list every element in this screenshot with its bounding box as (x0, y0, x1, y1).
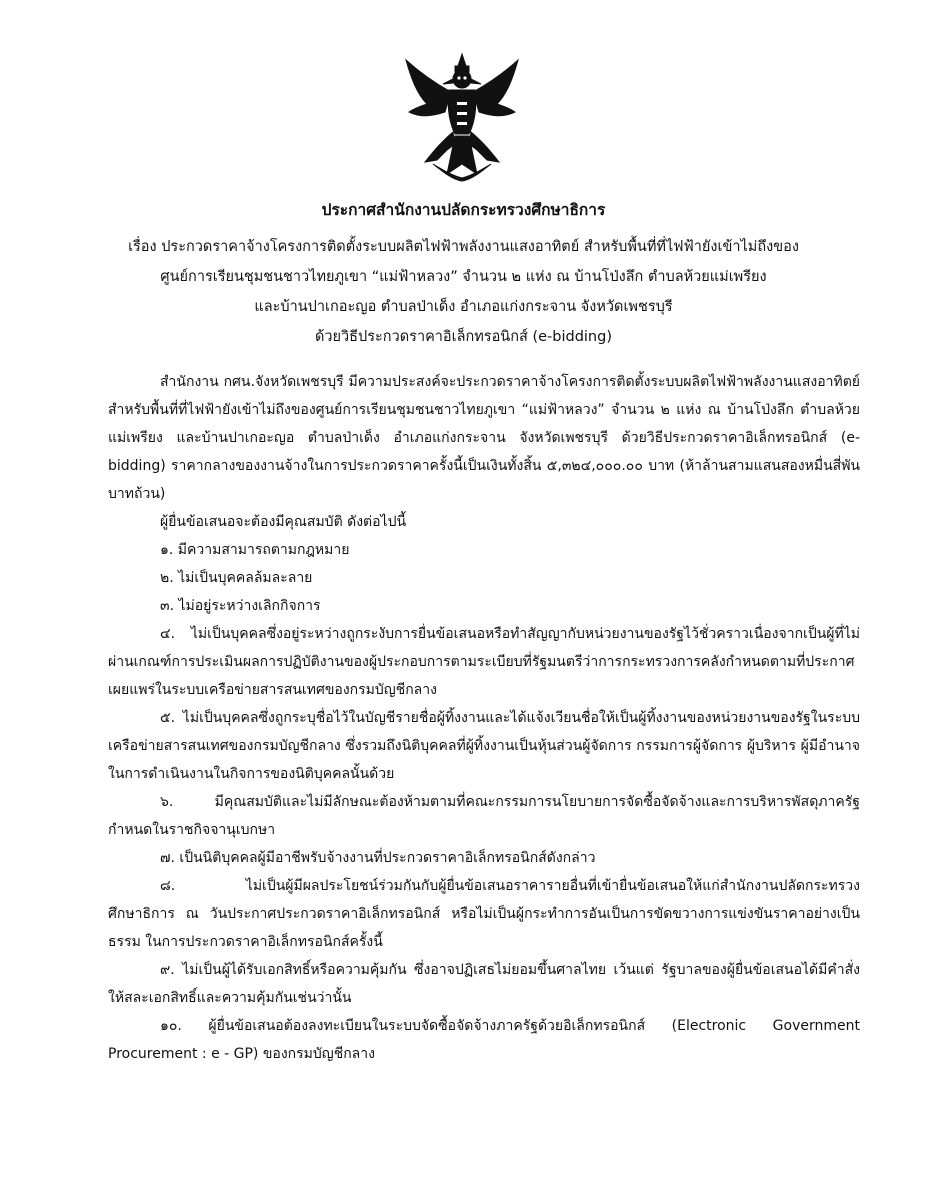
qualification-item: ๖. มีคุณสมบัติและไม่มีลักษณะต้องห้ามตามที่คณะกรรมการนโยบายการจัดซื้อจัดจ้างและการบริหารพัสดุภาครัฐกำหนดในราชกิจจานุเบกษา (108, 794, 860, 838)
qualification-item: ๑๐. ผู้ยื่นข้อเสนอต้องลงทะเบียนในระบบจัดซื้อจัดจ้างภาครัฐด้วยอิเล็กทรอนิกส์ (Electronic Government Procurement : e - GP) ของกรมบัญชีกลาง (108, 1018, 860, 1062)
subject-line: และบ้านปาเกอะญอ ตำบลป่าเด็ง อำเภอแก่งกระจาน จังหวัดเพชรบุรี (254, 299, 673, 315)
qualification-item: ๓. ไม่อยู่ระหว่างเลิกกิจการ (160, 598, 321, 614)
qualification-item: ๕. ไม่เป็นบุคคลซึ่งถูกระบุชื่อไว้ในบัญชีรายชื่อผู้ทิ้งงานและได้แจ้งเวียนชื่อให้เป็นผู้ทิ้งงานของหน่วยงานของรัฐในระบบเครือข่ายสารสนเทศของกรมบัญชีกลาง ซึ่งรวมถึงนิติบุคคลที่ผู้ทิ้งงานเป็นหุ้นส่วนผู้จัดการ กรรมการผู้จัดการ ผู้บริหาร ผู้มีอำนาจในการดำเนินงานในกิจการของนิติบุคคลนั้นด้วย (108, 710, 860, 782)
announcement-body (108, 368, 860, 1068)
qualification-item: ๒. ไม่เป็นบุคคลล้มละลาย (160, 570, 313, 586)
qualification-item: ๔. ไม่เป็นบุคคลซึ่งอยู่ระหว่างถูกระงับการยื่นข้อเสนอหรือทำสัญญากับหน่วยงานของรัฐไว้ชั่วคราวเนื่องจากเป็นผู้ที่ไม่ผ่านเกณฑ์การประเมินผลการปฏิบัติงานของผู้ประกอบการตามระเบียบที่รัฐมนตรีว่าการกระทรวงการคลังกำหนดตามที่ประกาศเผยแพร่ในระบบเครือข่ายสารสนเทศของกรมบัญชีกลาง (108, 626, 860, 698)
qualifications-heading: ผู้ยื่นข้อเสนอจะต้องมีคุณสมบัติ ดังต่อไปนี้ (160, 514, 407, 530)
intro-paragraph: สำนักงาน กศน.จังหวัดเพชรบุรี มีความประสงค์จะประกวดราคาจ้างโครงการติดตั้งระบบผลิตไฟฟ้าพลังงานแสงอาทิตย์ สำหรับพื้นที่ที่ไฟฟ้ายังเข้าไม่ถึงของศูนย์การเรียนชุมชนชาวไทยภูเขา “แม่ฟ้าหลวง” จำนวน ๒ แห่ง ณ บ้านโป่งลึก ตำบลห้วยแม่เพรียง และบ้านปาเกอะญอ ตำบลป่าเด็ง อำเภอแก่งกระจาน จังหวัดเพชรบุรี ด้วยวิธีประกวดราคาอิเล็กทรอนิกส์ (e-bidding) ราคากลางของงานจ้างในการประกวดราคาครั้งนี้เป็นเงินทั้งสิ้น ๕,๓๒๔,๐๐๐.๐๐ บาท (ห้าล้านสามแสนสองหมื่นสี่พันบาทถ้วน) (108, 374, 860, 502)
qualification-item: ๑. มีความสามารถตามกฎหมาย (160, 542, 350, 558)
subject-block (60, 232, 867, 352)
garuda-emblem (403, 52, 521, 182)
subject-line: เรื่อง ประกวดราคาจ้างโครงการติดตั้งระบบผลิตไฟฟ้าพลังงานแสงอาทิตย์ สำหรับพื้นที่ที่ไฟฟ้ายังเข้าไม่ถึงของ (128, 239, 799, 255)
subject-line: ศูนย์การเรียนชุมชนชาวไทยภูเขา “แม่ฟ้าหลวง” จำนวน ๒ แห่ง ณ บ้านโป่งลึก ตำบลห้วยแม่เพรียง (160, 269, 767, 285)
qualification-item: ๙. ไม่เป็นผู้ได้รับเอกสิทธิ์หรือความคุ้มกัน ซึ่งอาจปฏิเสธไม่ยอมขึ้นศาลไทย เว้นแต่ รัฐบาลของผู้ยื่นข้อเสนอได้มีคำสั่งให้สละเอกสิทธิ์และความคุ้มกันเช่นว่านั้น (108, 962, 860, 1006)
subject-line: ด้วยวิธีประกวดราคาอิเล็กทรอนิกส์ (e-bidding) (314, 329, 612, 345)
qualification-item: ๗. เป็นนิติบุคคลผู้มีอาชีพรับจ้างงานที่ประกวดราคาอิเล็กทรอนิกส์ดังกล่าว (160, 850, 596, 866)
announcement-title: ประกาศสำนักงานปลัดกระทรวงศึกษาธิการ (321, 201, 606, 219)
qualification-item: ๘. ไม่เป็นผู้มีผลประโยชน์ร่วมกันกับผู้ยื่นข้อเสนอราคารายอื่นที่เข้ายื่นข้อเสนอให้แก่สำนักงานปลัดกระทรวงศึกษาธิการ ณ วันประกาศประกวดราคาอิเล็กทรอนิกส์ หรือไม่เป็นผู้กระทำการอันเป็นการขัดขวางการแข่งขันราคาอย่างเป็นธรรม ในการประกวดราคาอิเล็กทรอนิกส์ครั้งนี้ (108, 878, 860, 950)
